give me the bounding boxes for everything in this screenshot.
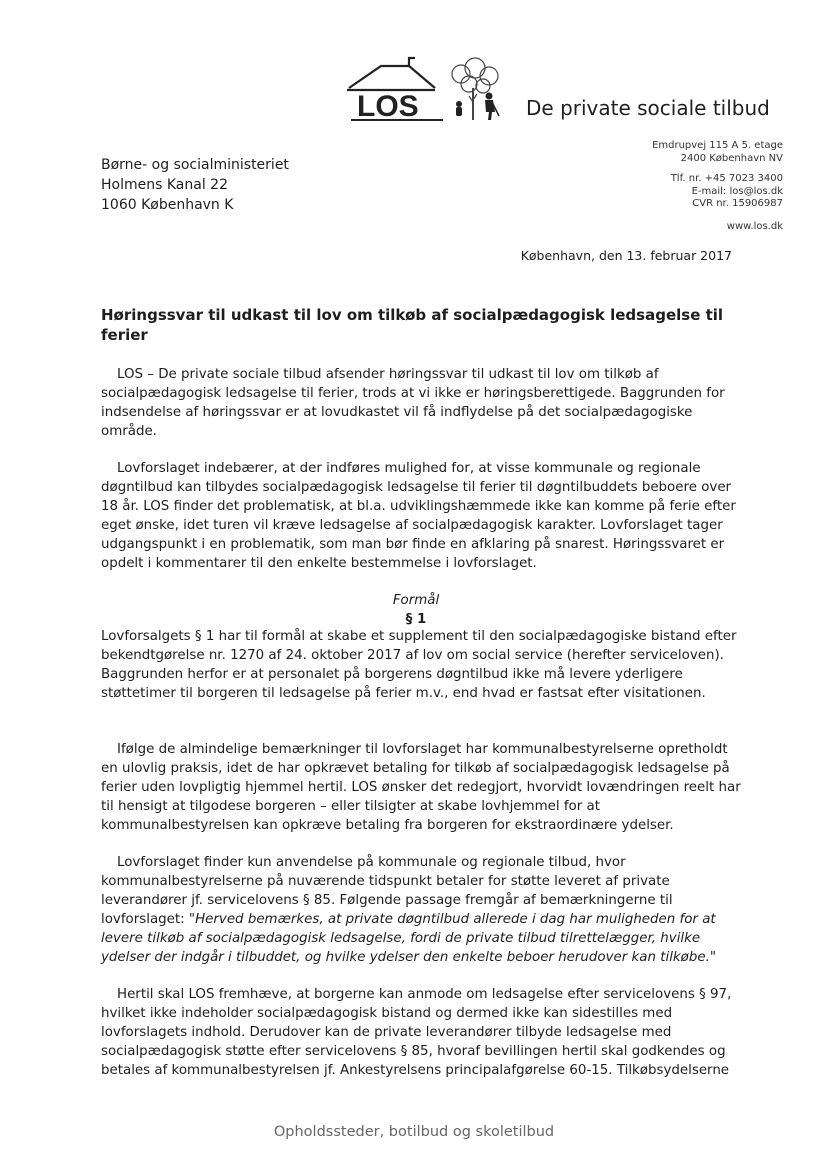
- letter-date: København, den 13. februar 2017: [520, 248, 732, 263]
- body-paragraph: Lovforslaget indebærer, at der indføres mulighed for, at visse kommunale og regionale døgntilbud kan tilbydes socialpædagogisk ledsagelse til ferier til døgntilbuddets beboere over 18 år. LOS finder det problematisk, at bl.a. udviklingshæmmede ikke kan komme på ferie efter eget ønske, idet turen vil kræve ledsagelse af socialpædagogisk karakter. Lovforslaget tager udgangspunkt i en problematik, som man bør finde en afklaring på snarest. Høringssvaret er opdelt i kommentarer til den enkelte bestemmelse i lovforslaget.: [101, 461, 736, 571]
- body-paragraph: LOS – De private sociale tilbud afsender høringssvar til udkast til lov om tilkøb af socialpædagogisk ledsagelse til ferier, trods at vi ikke er høringsberettigede. Baggrunden for indsendelse af høringssvar er at lovudkastet vil få indflydelse på det socialpædagogiske område.: [101, 367, 725, 439]
- email: E-mail: los@los.dk: [691, 185, 783, 197]
- website: www.los.dk: [726, 220, 783, 232]
- body-paragraph: Hertil skal LOS fremhæve, at borgerne kan anmode om ledsagelse efter servicelovens § 97, hvilket ikke indeholder socialpædagogisk bistand og dermed ikke kan sidestilles med lovforslagets indhold. Derudover kan de private leverandører tilbyde ledsagelse med socialpædagogisk støtte efter servicelovens § 85, hvoraf bevillingen hertil skal godkendes og betales af kommunalbestyrelsen jf. Ankestyrelsens principalafgørelse 60-15. Tilkøbsydelserne: [101, 987, 732, 1078]
- cvr-number: CVR nr. 15906987: [692, 198, 783, 209]
- people-icon: [456, 93, 499, 121]
- paragraph-text: Lovforslaget finder kun anvendelse på kommunale og regionale tilbud, hvor kommunalbestyrelserne på nuværende tidspunkt betaler for støtte leveret af private leverandører jf. servicelovens § 85. Følgende passage fremgår af bemærkningerne til lovforslaget:: [101, 855, 673, 927]
- document-title: Høringssvar til udkast til lov om tilkøb af socialpædagogisk ledsagelse til ferier: [101, 306, 724, 344]
- section-paragraph-sign: § 1: [405, 612, 427, 627]
- page-footer: Opholdssteder, botilbud og skoletilbud: [273, 1124, 555, 1140]
- body-paragraph: Ifølge de almindelige bemærkninger til lovforslaget har kommunalbestyrelserne opretholdt en ulovlig praksis, idet de har opkrævet betaling for tilkøb af socialpædagogisk ledsagelse på ferier uden lovpligtig hjemmel hertil. LOS ønsker det redegjort, hvorvidt lovændringen reelt har til hensigt at tilgodese borgeren – eller tilsigter at skabe lovhjemmel for at kommunalbestyrelsen kan opkræve betaling fra borgeren for ekstraordinære ydelser.: [101, 742, 741, 833]
- recipient-line: Børne- og socialministeriet: [101, 157, 289, 173]
- recipient-line: 1060 København K: [101, 197, 234, 213]
- address-line: 2400 København NV: [680, 152, 783, 164]
- org-name: De private sociale tilbud: [526, 96, 770, 120]
- body-paragraph: Lovforsalgets § 1 har til formål at skabe et supplement til den socialpædagogiske bistand efter bekendtgørelse nr. 1270 af 24. oktober 2017 af lov om social service (herefter serviceloven). Baggrunden herfor er at personalet på borgerens døgntilbud ikke må levere yderligere støttetimer til borgeren til ledsagelse på ferier m.v., end hvad er fastsat efter visitationen.: [101, 629, 737, 701]
- quoted-passage: "Herved bemærkes, at private døgntilbud allerede i dag har muligheden for at levere tilkøb af socialpædagogisk ledsagelse, fordi de private tilbud tilrettelægger, hvilke ydelser der indgår i tilbuddet, og hvilke ydelser den enkelte beboer herudover kan tilkøbe.": [101, 912, 717, 965]
- phone: Tlf. nr. +45 7023 3400: [670, 173, 783, 184]
- logo-text: LOS: [357, 90, 419, 123]
- sender-contact-block: [652, 140, 783, 233]
- los-logo: [343, 54, 503, 126]
- body-paragraph: [101, 853, 741, 967]
- logo-roof: [349, 58, 415, 88]
- recipient-line: Holmens Kanal 22: [101, 177, 228, 193]
- section-heading: Formål: [392, 593, 440, 608]
- recipient-address: [101, 155, 289, 215]
- address-line: Emdrupvej 115 A 5. etage: [652, 140, 783, 151]
